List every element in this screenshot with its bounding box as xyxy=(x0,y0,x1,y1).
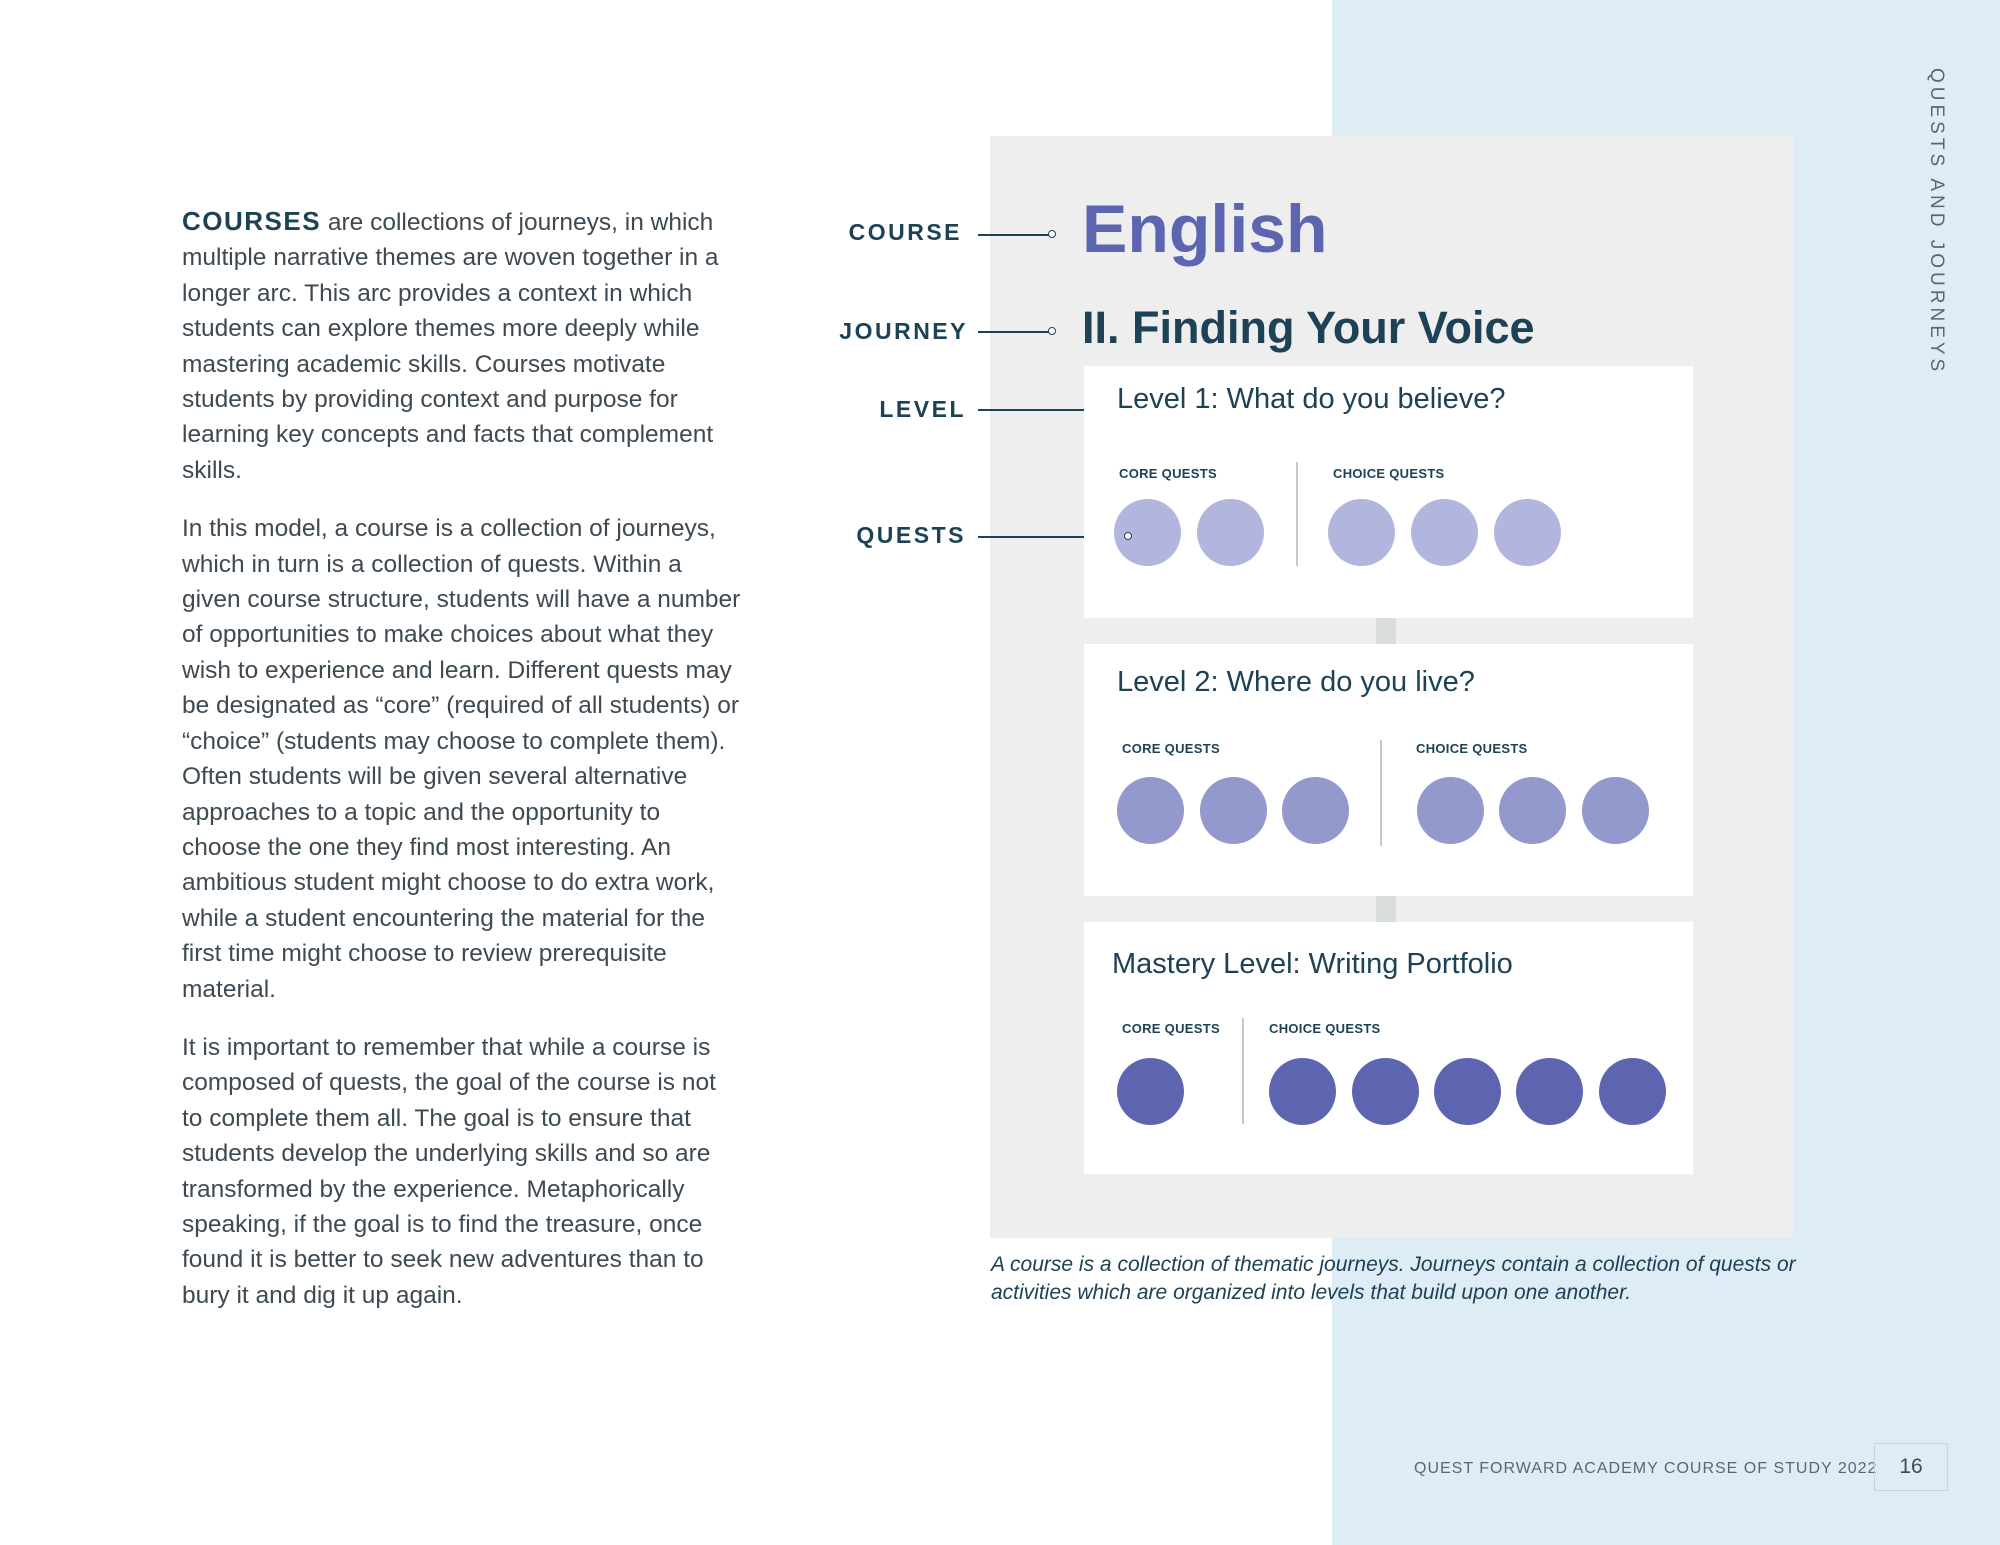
choice-quests-label: CHOICE QUESTS xyxy=(1333,466,1445,481)
choice-quest xyxy=(1516,1058,1583,1125)
journey-title: II. Finding Your Voice xyxy=(1082,302,1535,353)
level-title: Mastery Level: Writing Portfolio xyxy=(1112,948,1513,980)
choice-quest xyxy=(1417,777,1484,844)
paragraph-1 xyxy=(182,204,742,488)
course-title: English xyxy=(1082,191,1328,267)
paragraph-1-text: are collections of journeys, in which multiple narrative themes are woven together in a longer arc. This arc provides a context in which students can explore themes more deeply while mastering academic skills. Courses motivate students by providing context and purpose for learning key concepts and facts that complement skills. xyxy=(182,209,719,484)
level-connector xyxy=(1376,896,1396,922)
course-label: COURSE xyxy=(848,219,962,245)
choice-quest xyxy=(1494,499,1561,566)
level-label: LEVEL xyxy=(879,396,966,422)
quest-group-divider xyxy=(1296,462,1298,566)
quests-pointer-dot xyxy=(1124,532,1132,540)
level-title: Level 1: What do you believe? xyxy=(1117,383,1506,415)
choice-quest xyxy=(1599,1058,1666,1125)
core-quest xyxy=(1117,777,1184,844)
core-quest xyxy=(1197,499,1264,566)
choice-quests-label: CHOICE QUESTS xyxy=(1416,741,1528,756)
choice-quest xyxy=(1411,499,1478,566)
core-quest xyxy=(1200,777,1267,844)
choice-quests-label: CHOICE QUESTS xyxy=(1269,1021,1381,1036)
level-connector xyxy=(1376,618,1396,644)
quest-group-divider xyxy=(1242,1018,1244,1124)
level-pointer xyxy=(978,409,1096,411)
level-card-mastery xyxy=(1084,922,1693,1174)
choice-quest xyxy=(1352,1058,1419,1125)
quests-label: QUESTS xyxy=(856,522,966,548)
journey-pointer xyxy=(978,331,1050,333)
level-card-2 xyxy=(1084,644,1693,896)
choice-quest xyxy=(1328,499,1395,566)
page-number: 16 xyxy=(1874,1443,1948,1491)
footer-title: QUEST FORWARD ACADEMY COURSE OF STUDY 2022 xyxy=(1414,1460,1878,1477)
choice-quest xyxy=(1434,1058,1501,1125)
core-quests-label: CORE QUESTS xyxy=(1119,466,1217,481)
course-pointer xyxy=(978,234,1050,236)
core-quest xyxy=(1117,1058,1184,1125)
paragraph-3: It is important to remember that while a course is composed of quests, the goal of the course is not to complete them all. The goal is to ensure that students develop the underlying skills and so are transformed by the experience. Metaphorically speaking, if the goal is to find the treasure, once found it is better to seek new adventures than to bury it and dig it up again. xyxy=(182,1033,716,1309)
section-title-vertical: QUESTS AND JOURNEYS xyxy=(1926,68,1947,376)
choice-quest xyxy=(1499,777,1566,844)
body-text xyxy=(182,204,742,1336)
level-title: Level 2: Where do you live? xyxy=(1117,666,1475,698)
core-quests-label: CORE QUESTS xyxy=(1122,741,1220,756)
lead-word: COURSES xyxy=(182,206,322,236)
paragraph-2: In this model, a course is a collection of journeys, which in turn is a collection of quests. Within a given course structure, students will have a number of opportunities to make choices about what they wish to experience and learn. Different quests may be designated as “core” (required of all students) or “choice” (students may choose to complete them). Often students will be given several alternative approaches to a topic and the opportunity to choose the one they find most interesting. An ambitious student might choose to do extra work, while a student encountering the material for the first time might choose to review prerequisite material. xyxy=(182,515,741,1003)
core-quest xyxy=(1282,777,1349,844)
quest-group-divider xyxy=(1380,740,1382,846)
choice-quest xyxy=(1269,1058,1336,1125)
core-quests-label: CORE QUESTS xyxy=(1122,1021,1220,1036)
journey-pointer-dot xyxy=(1048,327,1056,335)
journey-label: JOURNEY xyxy=(839,318,968,344)
figure-caption: A course is a collection of thematic journeys. Journeys contain a collection of quests or activities which are organized into levels that build upon one another. xyxy=(991,1253,1796,1304)
choice-quest xyxy=(1582,777,1649,844)
level-card-1 xyxy=(1084,366,1693,618)
course-pointer-dot xyxy=(1048,230,1056,238)
